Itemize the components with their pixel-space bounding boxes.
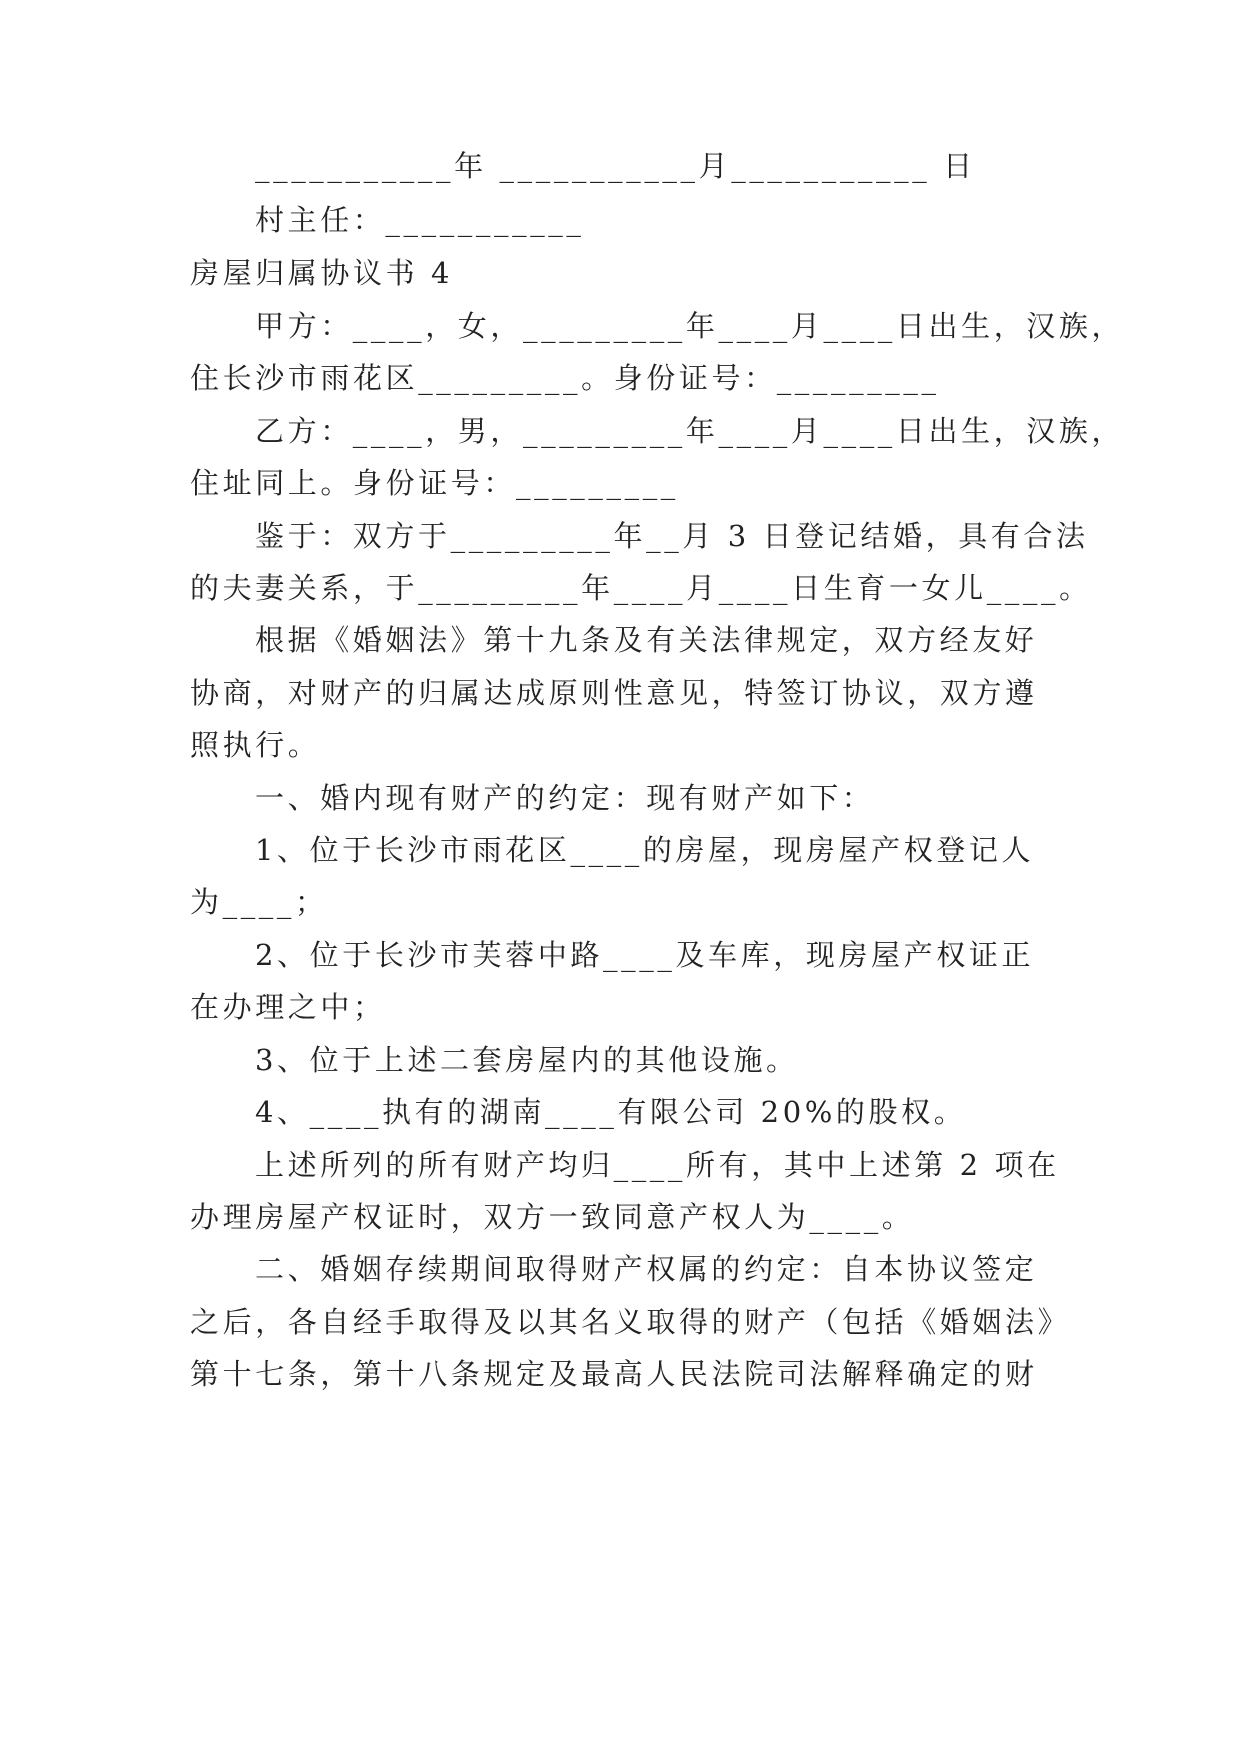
paragraph-line: 协商，对财产的归属达成原则性意见，特签订协议，双方遵 <box>190 676 1038 710</box>
document-heading: 房屋归属协议书 4 <box>190 256 454 290</box>
paragraph-line: 根据《婚姻法》第十九条及有关法律规定，双方经友好 <box>255 623 1038 657</box>
section-heading: 一、婚内现有财产的约定：现有财产如下： <box>255 781 875 815</box>
paragraph-line: 的夫妻关系，于_________年____月____日生育一女儿____。 <box>190 571 1092 605</box>
paragraph-line: 之后，各自经手取得及以其名义取得的财产（包括《婚姻法》 <box>190 1305 1071 1339</box>
paragraph-line: 照执行。 <box>190 728 321 762</box>
list-item: 1、位于长沙市雨花区____的房屋，现房屋产权登记人 <box>255 833 1035 867</box>
party-a-address-line: 住长沙市雨花区_________。身份证号：_________ <box>190 361 940 395</box>
party-b-line: 乙方：____，男，_________年____月____日出生，汉族， <box>255 414 1125 448</box>
list-item: 4、____执有的湖南____有限公司 20%的股权。 <box>255 1095 967 1129</box>
list-item: 3、位于上述二套房屋内的其他设施。 <box>255 1043 799 1077</box>
paragraph-line: 上述所列的所有财产均归____所有，其中上述第 2 项在 <box>255 1148 1060 1182</box>
village-head-line: 村主任：___________ <box>255 203 585 237</box>
paragraph-line: 办理房屋产权证时，双方一致同意产权人为____。 <box>190 1200 915 1234</box>
party-b-address-line: 住址同上。身份证号：_________ <box>190 466 679 500</box>
party-a-line: 甲方：____，女，_________年____月____日出生，汉族， <box>255 309 1125 343</box>
signature-date-line: ___________年 ___________月___________ 日 <box>255 149 976 183</box>
section-heading: 二、婚姻存续期间取得财产权属的约定：自本协议签定 <box>255 1252 1038 1286</box>
list-item-continuation: 为____； <box>190 885 328 919</box>
paragraph-line: 第十七条，第十八条规定及最高人民法院司法解释确定的财 <box>190 1357 1038 1391</box>
list-item-continuation: 在办理之中； <box>190 990 386 1024</box>
paragraph-line: 鉴于：双方于_________年__月 3 日登记结婚，具有合法 <box>255 519 1089 553</box>
list-item: 2、位于长沙市芙蓉中路____及车库，现房屋产权证正 <box>255 938 1035 972</box>
